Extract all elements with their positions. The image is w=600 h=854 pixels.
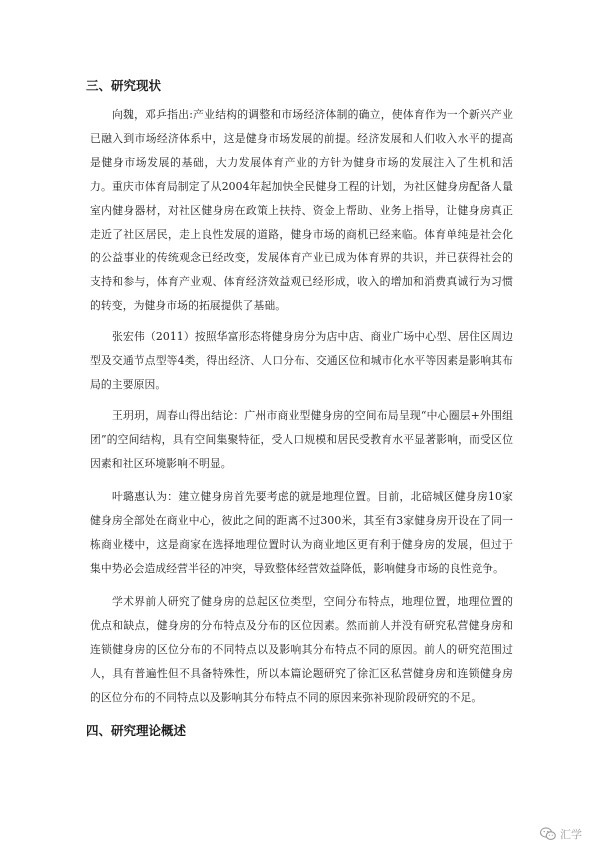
wechat-icon xyxy=(540,827,556,841)
paragraph-wangyueyue: 王玥玥，周春山得出结论：广州市商业型健身房的空间布局呈现“中心圈层+外围组团”的空间结构，具有空间集聚特征，受人口规模和居民受教育水平显著影响，而受区位因素和社区环境影响不明显。 xyxy=(90,409,513,470)
paragraph-xiangwei: 向魏，邓乒指出:产业结构的调整和市场经济体制的确立，使体育作为一个新兴产业已融入到市场经济体系中，这是健身市场发展的前提。经济发展和人们收入水平的提高是健身市场发展的基础，大力发展体育产业的方针为健身市场的发展注入了生机和活力。重庆市体育局制定了从2004年起加快全民健身工程的计划，为社区健身房配备人量室内健身器材，对社区健身房在政策上扶持、资金上帮助、业务上指导，让健身房真正走近了社区居民，走上良性发展的道路，健身市场的商机已经来临。体育单纯是社会化的公益事业的传统观念已经改变，发展体育产业已成为体育界的共识，并已获得社会的支持和参与，体育产业观、体育经济效益观已经形成，收入的增加和消费真诚行为习惯的转变，为健身市场的拓展提供了基础。 xyxy=(90,108,513,313)
paragraph-summary: 学术界前人研究了健身房的总起区位类型，空间分布特点，地理位置，地理位置的优点和缺点，健身房的分布特点及分布的区位因素。然而前人并没有研究私营健身房和连锁健身房的区位分布的不同特点以及影响其分布特点不同的原因。前人的研究范围过人，具有普遍性但不具备特殊性，所以本篇论题研究了徐汇区私营健身房和连锁健身房的区位分布的不同特点以及影响其分布特点不同的原因来弥补现阶段研究的不足。 xyxy=(90,595,513,704)
watermark xyxy=(540,826,582,842)
section-heading-research-status: 三、研究现状 xyxy=(86,78,162,93)
section-heading-theory-overview: 四、研究理论概述 xyxy=(86,723,187,738)
paragraph-yeluhui: 叶璐惠认为：建立健身房首先要考虑的就是地理位置。目前，北碚城区健身房10家健身房全部处在商业中心，彼此之间的距离不过300米，其至有3家健身房开设在了同一栋商业楼中，这是商家在选择地理位置时认为商业地区更有利于健身房的发展，但过于集中势必会造成经营半径的冲突，导致整体经营效益降低，影响健身市场的良性竞争。 xyxy=(90,490,513,575)
watermark-label: 汇学 xyxy=(560,828,582,841)
paragraph-zhanghongwei: 张宏伟（2011）按照华富形态将健身房分为店中店、商业广场中心型、居住区周边型及交通节点型等4类，得出经济、人口分布、交通区位和城市化水平等因素是影响其布局的主要原因。 xyxy=(90,330,513,391)
